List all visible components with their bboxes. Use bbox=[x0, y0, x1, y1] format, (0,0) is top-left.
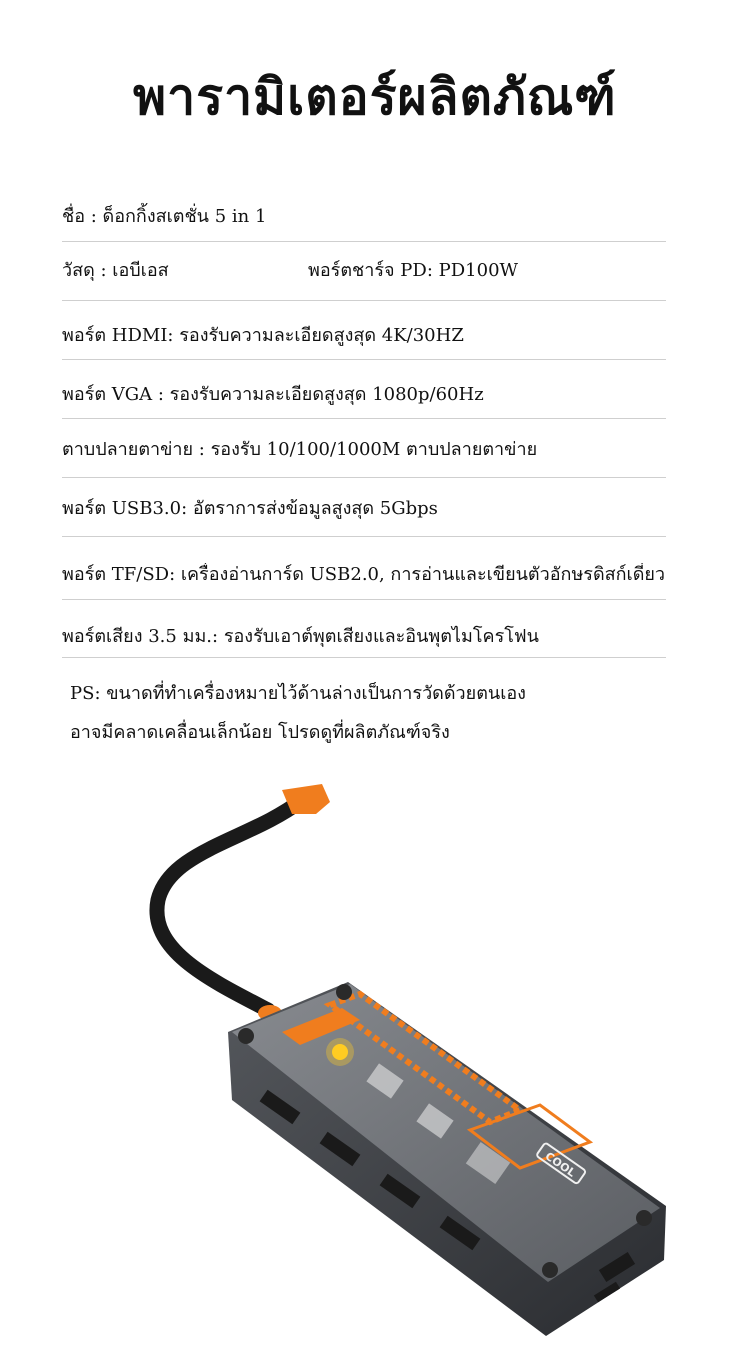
spec-row-material-charging bbox=[62, 259, 666, 283]
spec-network: ตาบปลายตาข่าย : รองรับ 10/100/1000M ตาบปลายตาข่าย bbox=[62, 439, 538, 460]
spec-usb: พอร์ต USB3.0: อัตราการส่งข้อมูลสูงสุด 5Gbps bbox=[62, 498, 438, 519]
divider bbox=[62, 657, 666, 658]
divider bbox=[62, 241, 666, 242]
spec-charging: พอร์ตชาร์จ PD: PD100W bbox=[308, 260, 519, 281]
divider bbox=[62, 477, 666, 478]
spec-material: วัสดุ : เอบีเอส bbox=[62, 260, 169, 281]
spec-hdmi: พอร์ต HDMI: รองรับความละเอียดสูงสุด 4K/30HZ bbox=[62, 325, 464, 346]
divider bbox=[62, 418, 666, 419]
note-line-1: PS: ขนาดที่ทำเครื่องหมายไว้ด้านล่างเป็นการวัดด้วยตนเอง bbox=[70, 683, 526, 704]
spec-tfsd: พอร์ต TF/SD: เครื่องอ่านการ์ด USB2.0, การอ่านและเขียนตัวอักษรดิสก์เดี่ยว bbox=[62, 564, 666, 585]
note-line-2: อาจมีคลาดเคลื่อนเล็กน้อย โปรดดูที่ผลิตภัณฑ์จริง bbox=[70, 722, 450, 743]
divider bbox=[62, 599, 666, 600]
page-title: พารามิเตอร์ผลิตภัณฑ์ bbox=[133, 68, 617, 126]
cool-label: COOL bbox=[542, 1149, 578, 1180]
spec-vga: พอร์ต VGA : รองรับความละเอียดสูงสุด 1080p/60Hz bbox=[62, 384, 484, 405]
divider bbox=[62, 359, 666, 360]
divider bbox=[62, 536, 666, 537]
spec-audio: พอร์ตเสียง 3.5 มม.: รองรับเอาต์พุตเสียงและอินพุตไมโครโฟน bbox=[62, 626, 539, 647]
spec-name: ชื่อ : ด็อกกิ้งสเตชั่น 5 in 1 bbox=[62, 206, 267, 227]
divider bbox=[62, 300, 666, 301]
usb-c-docking-hub-image bbox=[0, 770, 750, 1363]
